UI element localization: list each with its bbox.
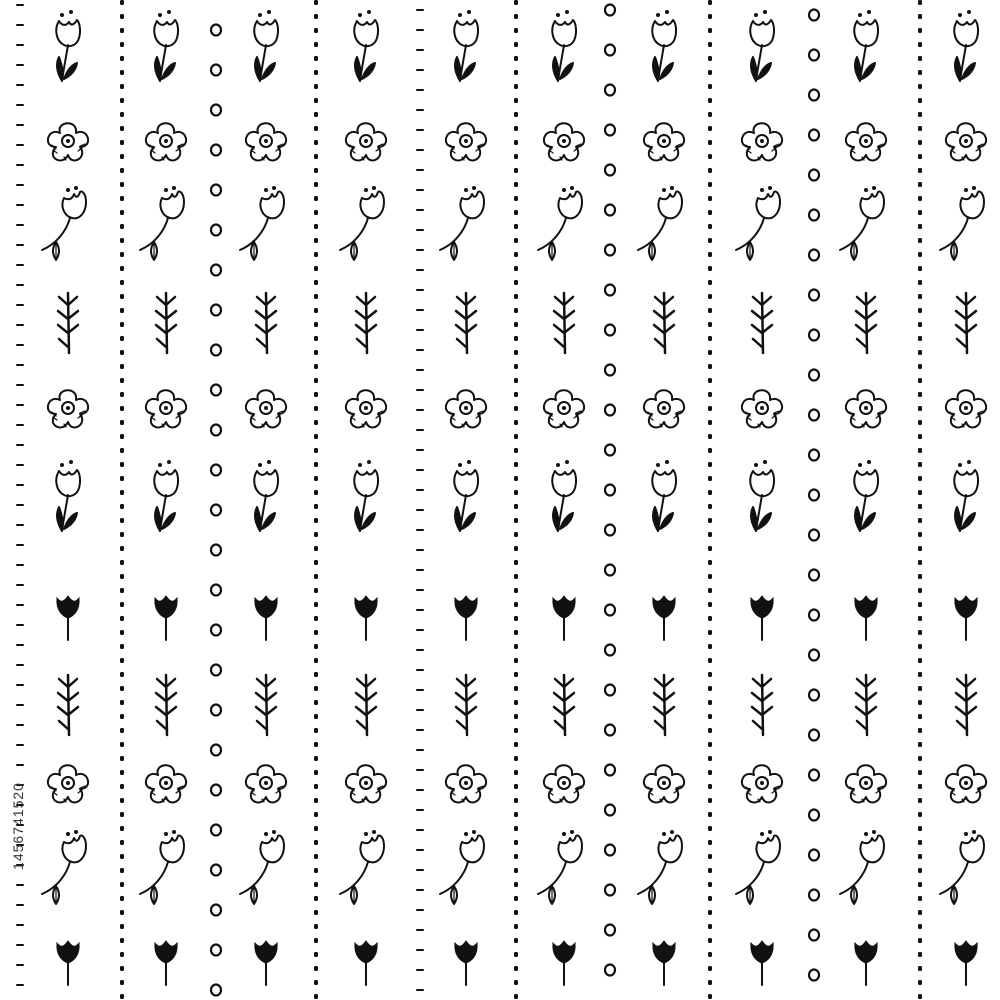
watermark-id-text: 1456741520 <box>10 782 26 870</box>
watermark-id <box>4 756 32 896</box>
